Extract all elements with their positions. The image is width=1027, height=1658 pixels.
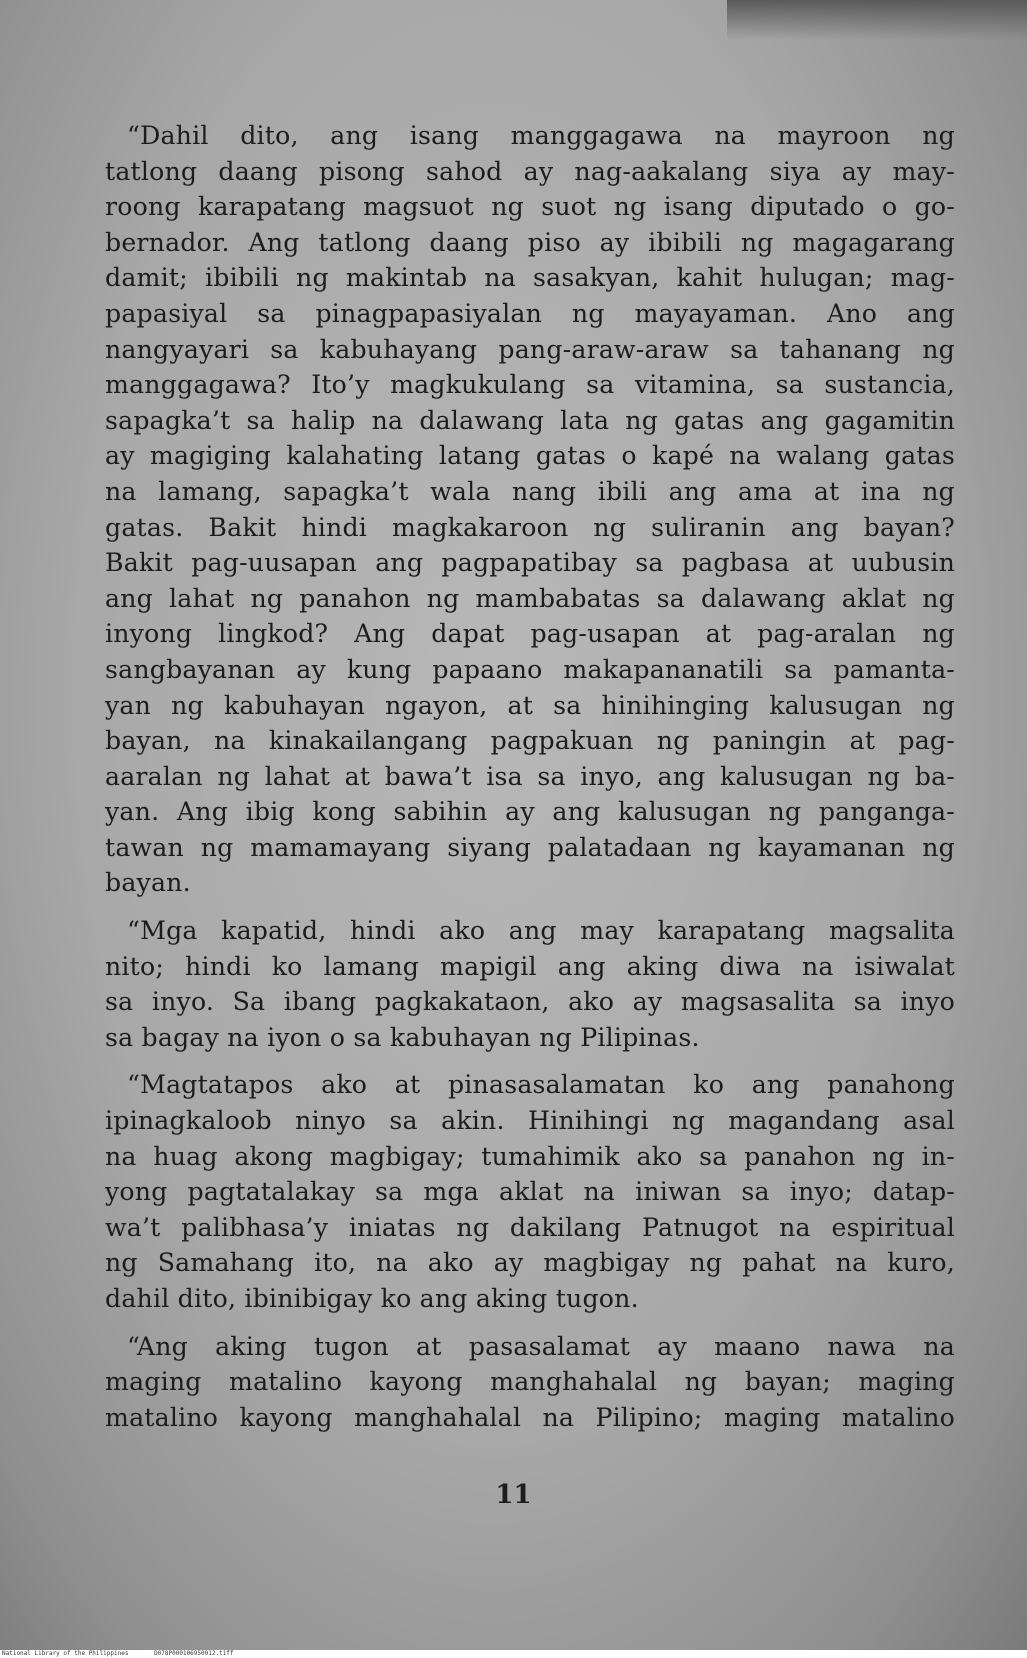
footer-library: National Library of the Philippines	[2, 1650, 129, 1657]
text-line: na lamang, sapagka’t wala nang ibili ang ama at ina ng	[105, 476, 955, 506]
text-line: na huag akong magbigay; tumahimik ako sa panahon ng in-	[105, 1141, 955, 1171]
body-text	[105, 118, 955, 1447]
text-line: ay magiging kalahating latang gatas o kapé na walang gatas	[105, 441, 955, 471]
paragraph-1	[105, 118, 955, 901]
text-line: “Ang aking tugon at pasasalamat ay maano nawa na	[127, 1331, 955, 1361]
text-line: nito; hindi ko lamang mapigil ang aking diwa na isiwalat	[105, 951, 955, 981]
text-line: tatlong daang pisong sahod ay nag-aakalang siya ay may-	[105, 156, 955, 186]
text-line: aaralan ng lahat at bawa’t isa sa inyo, ang kalusugan ng ba-	[105, 761, 955, 791]
text-line: ipinagkaloob ninyo sa akin. Hinihingi ng magandang asal	[105, 1106, 955, 1136]
paragraph-3	[105, 1067, 955, 1316]
text-line: ang lahat ng panahon ng mambabatas sa dalawang aklat ng	[105, 583, 955, 613]
text-line: damit; ibibili ng makintab na sasakyan, kahit hulugan; mag-	[105, 263, 955, 293]
text-line: sapagka’t sa halip na dalawang lata ng gatas ang gagamitin	[105, 405, 955, 435]
text-line: ng Samahang ito, na ako ay magbigay ng pahat na kuro,	[105, 1248, 955, 1278]
text-line: maging matalino kayong manghahalal ng bayan; maging	[105, 1367, 955, 1397]
text-line: manggagawa? Ito’y magkukulang sa vitamina, sa sustancia,	[105, 370, 955, 400]
text-line: matalino kayong manghahalal na Pilipino; maging matalino	[105, 1402, 955, 1432]
footer-file: D078P000106950012.tiff	[154, 1650, 234, 1657]
text-line: sangbayanan ay kung papaano makapananatili sa pamanta-	[105, 654, 955, 684]
text-line: bernador. Ang tatlong daang piso ay ibibili ng magagarang	[105, 227, 955, 257]
paragraph-2	[105, 913, 955, 1055]
text-line: Bakit pag-uusapan ang pagpapatibay sa pagbasa at uubusin	[105, 548, 955, 578]
text-line: sa inyo. Sa ibang pagkakataon, ako ay magsasalita sa inyo	[105, 987, 955, 1017]
text-line: papasiyal sa pinagpapasiyalan ng mayayaman. Ano ang	[105, 298, 955, 328]
text-line: inyong lingkod? Ang dapat pag-usapan at pag-aralan ng	[105, 619, 955, 649]
page-number: 11	[495, 1480, 532, 1510]
text-line: roong karapatang magsuot ng suot ng isang diputado o go-	[105, 192, 955, 222]
text-line: wa’t palibhasa’y iniatas ng dakilang Patnugot na espiritual	[105, 1212, 955, 1242]
text-line: “Mga kapatid, hindi ako ang may karapatang magsalita	[127, 916, 955, 946]
text-line: bayan.	[105, 868, 191, 898]
text-line: tawan ng mamamayang siyang palatadaan ng kayamanan ng	[105, 832, 955, 862]
text-line: yong pagtatalakay sa mga aklat na iniwan sa inyo; datap-	[105, 1177, 955, 1207]
text-line: sa bagay na iyon o sa kabuhayan ng Pilipinas.	[105, 1022, 700, 1052]
scan-edge-shadow	[727, 0, 1027, 40]
text-line: yan ng kabuhayan ngayon, at sa hinihinging kalusugan ng	[105, 690, 955, 720]
text-line: yan. Ang ibig kong sabihin ay ang kalusugan ng panganga-	[105, 797, 955, 827]
text-line: gatas. Bakit hindi magkakaroon ng suliranin ang bayan?	[105, 512, 955, 542]
text-line: bayan, na kinakailangang pagpakuan ng paningin at pag-	[105, 726, 955, 756]
paragraph-4	[105, 1329, 955, 1436]
text-line: nangyayari sa kabuhayang pang-araw-araw sa tahanang ng	[105, 334, 955, 364]
text-line: “Dahil dito, ang isang manggagawa na mayroon ng	[127, 121, 955, 150]
text-line: dahil dito, ibinibigay ko ang aking tugon.	[105, 1284, 639, 1313]
scan-footer	[2, 1650, 234, 1658]
text-line: “Magtatapos ako at pinasasalamatan ko ang panahong	[127, 1070, 955, 1100]
